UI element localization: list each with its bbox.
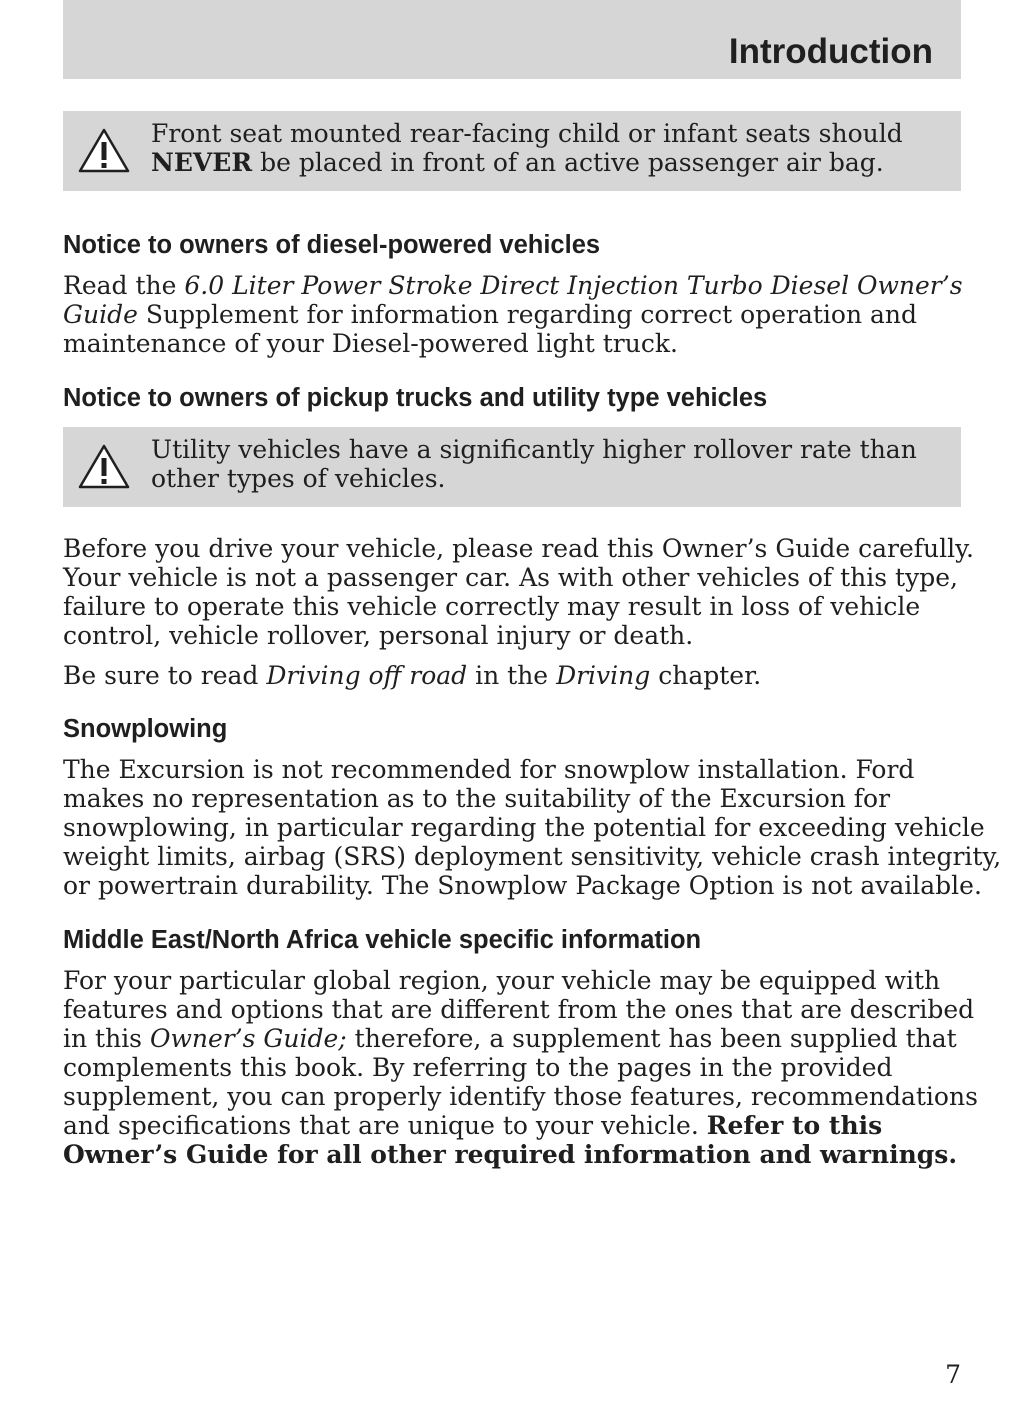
paragraph-diesel <box>63 271 961 358</box>
warning-line <box>151 148 941 177</box>
warning-text-rollover <box>151 435 941 493</box>
paragraph-before-drive <box>63 534 974 650</box>
guide-title-italic: Owner’s Guide; <box>149 1024 347 1053</box>
text-segment: and specifications that are unique to your vehicle. <box>63 1111 707 1140</box>
text-line: makes no representation as to the suitability of the Excursion for <box>63 784 891 813</box>
chapter-title: Introduction <box>728 32 933 71</box>
warning-line: Front seat mounted rear-facing child or infant seats should <box>151 119 903 148</box>
text-segment: Be sure to read <box>63 661 267 690</box>
text-line <box>63 661 961 690</box>
text-line: supplement, you can properly identify those features, recommendations <box>63 1082 978 1111</box>
text-segment: in the <box>467 661 557 690</box>
text-line: or powertrain durability. The Snowplow Package Option is not available. <box>63 871 982 900</box>
warning-emphasis: NEVER <box>151 148 253 177</box>
text-line <box>63 300 961 329</box>
section-heading-middle-east: Middle East/North Africa vehicle specific information <box>63 926 702 954</box>
section-reference-italic: Driving off road <box>266 661 468 690</box>
guide-title-italic: 6.0 Liter Power Stroke Direct Injection Turbo Diesel Owner’s <box>184 271 963 300</box>
text-segment: Supplement for information regarding correct operation and <box>137 300 918 329</box>
text-line: For your particular global region, your vehicle may be equipped with <box>63 966 941 995</box>
warning-line: Utility vehicles have a significantly higher rollover rate than <box>151 435 917 464</box>
text-segment: therefore, a supplement has been supplied that <box>346 1024 957 1053</box>
text-line: maintenance of your Diesel-powered light truck. <box>63 329 678 358</box>
warning-triangle-icon <box>77 127 131 175</box>
text-line: weight limits, airbag (SRS) deployment sensitivity, vehicle crash integrity, <box>63 842 1002 871</box>
section-heading-diesel: Notice to owners of diesel-powered vehicles <box>63 231 601 259</box>
bold-emphasis: Refer to this <box>706 1111 883 1140</box>
text-segment: in this <box>63 1024 150 1053</box>
warning-box-airbag <box>63 111 961 191</box>
bold-emphasis: Owner’s Guide for all other required information and warnings. <box>63 1140 958 1169</box>
chapter-reference-italic: Driving <box>556 661 651 690</box>
paragraph-snowplowing <box>63 755 1002 900</box>
section-heading-snowplowing: Snowplowing <box>63 715 228 743</box>
text-line: failure to operate this vehicle correctly may result in loss of vehicle <box>63 592 921 621</box>
text-line: Before you drive your vehicle, please read this Owner’s Guide carefully. <box>63 534 974 563</box>
chapter-header-bar <box>63 0 961 79</box>
warning-line-rest: be placed in front of an active passenger air bag. <box>252 148 884 177</box>
text-line <box>63 1140 961 1169</box>
text-line <box>63 1111 961 1140</box>
guide-title-italic: Guide <box>63 300 138 329</box>
text-line: complements this book. By referring to the pages in the provided <box>63 1053 893 1082</box>
text-segment: chapter. <box>650 661 762 690</box>
warning-line: other types of vehicles. <box>151 464 446 493</box>
section-heading-pickup: Notice to owners of pickup trucks and utility type vehicles <box>63 384 768 412</box>
warning-box-rollover <box>63 427 961 507</box>
text-segment: Read the <box>63 271 185 300</box>
text-line: Your vehicle is not a passenger car. As with other vehicles of this type, <box>63 563 958 592</box>
page-number: 7 <box>945 1360 961 1389</box>
warning-text-airbag <box>151 119 941 177</box>
text-line: features and options that are different from the ones that are described <box>63 995 975 1024</box>
text-line: snowplowing, in particular regarding the potential for exceeding vehicle <box>63 813 985 842</box>
text-line: The Excursion is not recommended for snowplow installation. Ford <box>63 755 915 784</box>
text-line: control, vehicle rollover, personal injury or death. <box>63 621 694 650</box>
paragraph-be-sure <box>63 661 961 690</box>
text-line <box>63 1024 961 1053</box>
text-line <box>63 271 961 300</box>
warning-triangle-icon <box>77 443 131 491</box>
paragraph-middle-east <box>63 966 978 1169</box>
